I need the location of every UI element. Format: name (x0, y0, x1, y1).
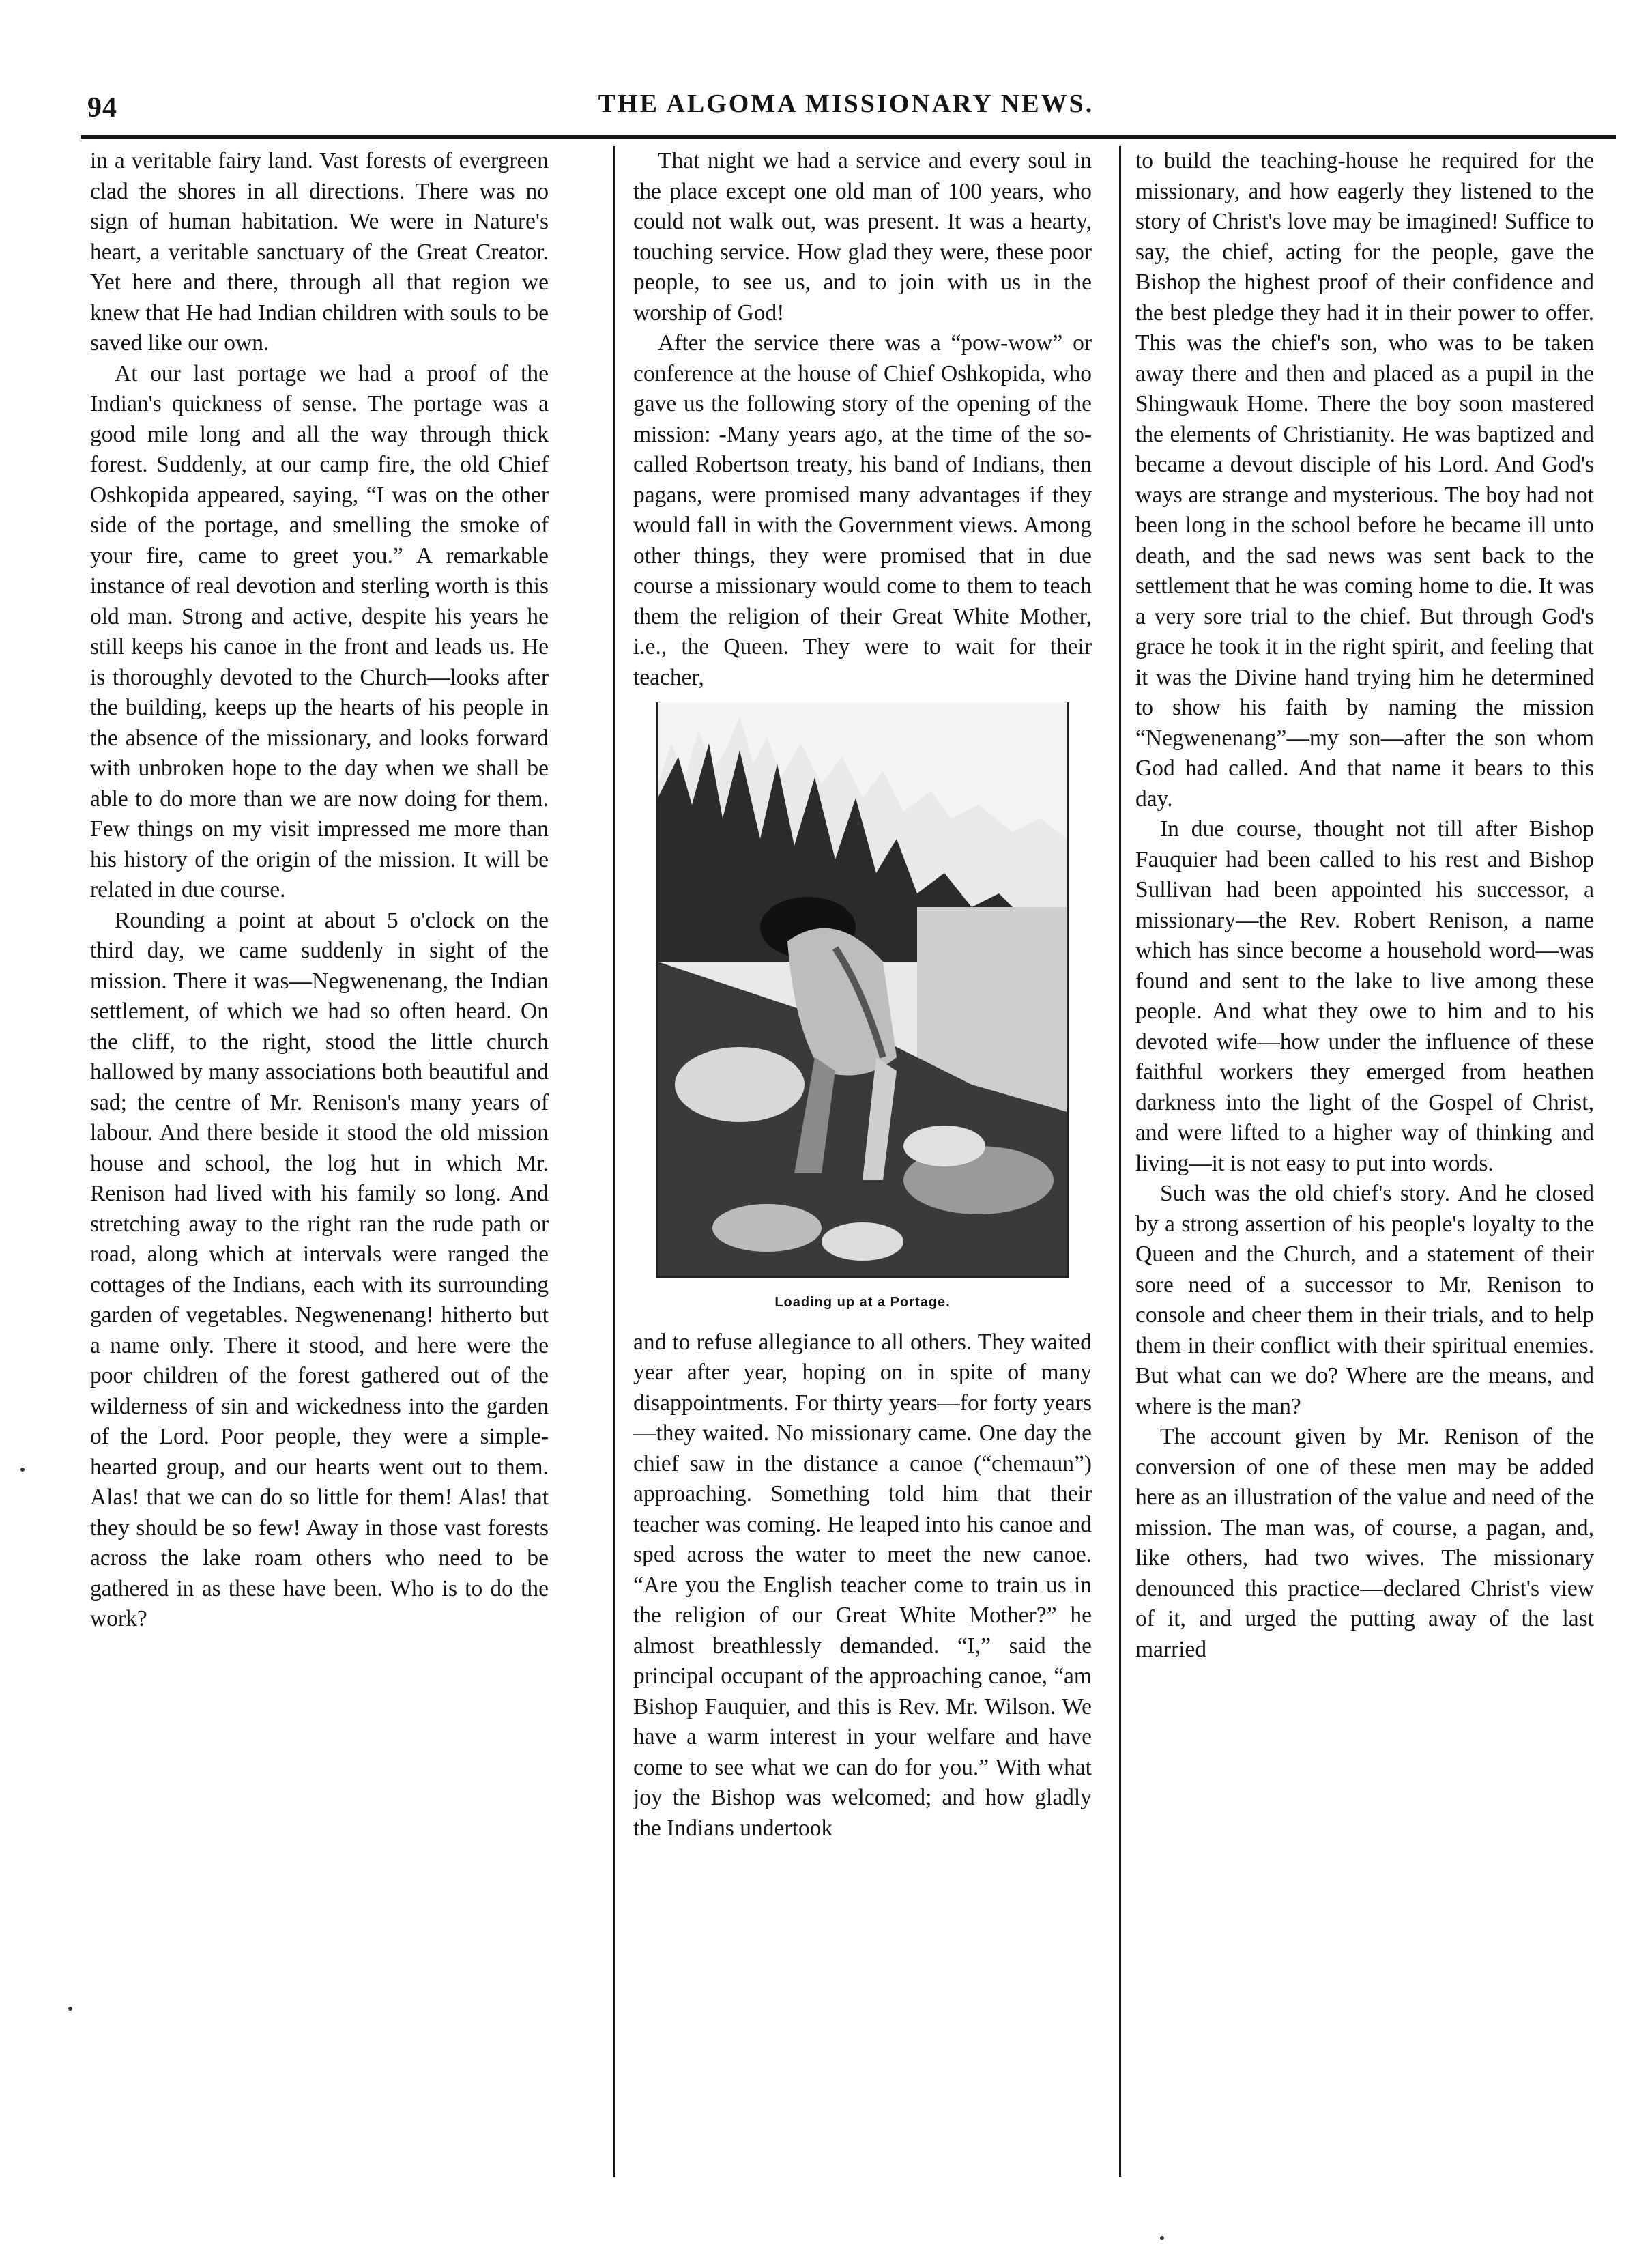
paragraph: After the service there was a “pow-wow” or conference at the house of Chief Oshkopida, who gave us the following story of the opening of the mission: -Many years ago, at the time of the so-called Robertson treaty, his band of Indians, then pagans, were promised many advantages if they would fall in with the Government views. Among other things, they were promised that in due course a missionary would come to them to teach them the religion of their Great White Mother, i.e., the Queen. They were to wait for their teacher, (633, 330, 1092, 690)
figure (633, 702, 1092, 1318)
column-1 (90, 146, 549, 2177)
paragraph: In due course, thought not till after Bishop Fauquier had been called to his rest and Bishop Sullivan had been appointed his successor, a missionary—the Rev. Robert Renison, a name which has since become a household word—was found and sent to the lake to live among these people. And what they owe to him and to his devoted wife—how under the influence of these faithful workers they emerged from heathen darkness into the light of the Gospel of Christ, and were lifted to a higher way of thinking and living—it is not easy to put into words. (1135, 816, 1594, 1176)
paragraph: Rounding a point at about 5 o'clock on the third day, we came suddenly in sight of the mission. There it was—Negwenenang, the Indian settlement, of which we had so often heard. On the cliff, to the right, stood the little church hallowed by many associations both beautiful and sad; the centre of Mr. Renison's many years of labour. And there beside it stood the old mission house and school, the log hut in which Mr. Renison had lived with his family so long. And stretching away to the right ran the rude path or road, along which at intervals were ranged the cottages of the Indians, each with its surrounding garden of vegetables. Negwenenang! hitherto but a name only. There it stood, and here were the poor children of the forest gathered out of the wilderness of sin and wickedness into the garden of the Lord. Poor people, they were a simple-hearted group, and our hearts went out to them. Alas! that we can do so little for them! Alas! that they should be so few! Away in those vast forests across the lake roam others who need to be gathered in as these have been. Who is to do the work? (90, 907, 549, 1631)
figure-caption: Loading up at a Portage. (774, 1295, 951, 1310)
running-title: THE ALGOMA MISSIONARY NEWS. (598, 89, 1095, 118)
paragraph: to build the teaching-house he required for the missionary, and how eagerly they listened to the story of Christ's love may be imagined! Suffice to say, the chief, acting for the people, gave the Bishop the highest proof of their confidence and the best pledge they had it in their power to offer. This was the chief's son, who was to be taken away there and then and placed as a pupil in the Shingwauk Home. There the boy soon mastered the elements of Christianity. He was baptized and became a devout disciple of his Lord. And God's ways are strange and mysterious. The boy had not been long in the school before he became ill unto death, and the sad news was sent back to the settlement that he was coming home to die. It was a very sore trial to the chief. But through God's grace he took it in the right spirit, and feeling that it was the Divine hand trying him he determined to show his faith by naming the mission “Negwenenang”—my son—after the son whom God had called. And that name it bears to this day. (1135, 148, 1594, 812)
print-speck (20, 1468, 25, 1472)
column-divider (1119, 146, 1121, 2177)
page-header (82, 86, 1610, 134)
paragraph: Such was the old chief's story. And he closed by a strong assertion of his people's loyalty to the Queen and the Church, and a statement of their sore need of a successor to Mr. Renison to console and cheer them in their trials, and to help them in their conflict with their spiritual enemies. But what can we do? Where are the means, and where is the man? (1135, 1181, 1594, 1419)
paragraph: in a veritable fairy land. Vast forests of evergreen clad the shores in all directions. There was no sign of human habitation. We were in Nature's heart, a veritable sanctuary of the Great Creator. Yet here and there, through all that region we knew that He had Indian children with souls to be saved like our own. (90, 148, 549, 356)
page-number: 94 (87, 92, 117, 124)
paragraph: The account given by Mr. Renison of the conversion of one of these men may be added here as an illustration of the value and need of the mission. The man was, of course, a pagan, and, like others, had two wives. The missionary denounced this practice—declared Christ's view of it, and urged the putting away of the last married (1135, 1424, 1594, 1662)
paragraph: That night we had a service and every soul in the place except one old man of 100 years, who could not walk out, was present. It was a hearty, touching service. How glad they were, these poor people, to see us, and to join with us in the worship of God! (633, 148, 1092, 326)
column-3 (1135, 146, 1594, 2177)
header-rule (81, 135, 1616, 139)
print-speck (68, 2007, 72, 2011)
paragraph: At our last portage we had a proof of the Indian's quickness of sense. The portage was a good mile long and all the way through thick forest. Suddenly, at our camp fire, the old Chief Oshkopida appeared, saying, “I was on the other side of the portage, and smelling the smoke of your fire, came to greet you.” A remarkable instance of real devotion and sterling worth is this old man. Strong and active, despite his years he still keeps his canoe in the front and leads us. He is thoroughly devoted to the Church—looks after the building, keeps up the hearts of his people in the absence of the missionary, and looks forward with unbroken hope to the day when we shall be able to do more than we are now doing for them. Few things on my visit impressed me more than his history of the origin of the mission. It will be related in due course. (90, 360, 549, 902)
column-divider (613, 146, 615, 2177)
paragraph: and to refuse allegiance to all others. They waited year after year, hoping on in spite of many disappointments. For thirty years—for forty years—they waited. No missionary came. One day the chief saw in the distance a canoe (“chemaun”) approaching. Something told him that their teacher was coming. He leaped into his canoe and sped across the water to meet the new canoe. “Are you the English teacher come to train us in the religion of our Great White Mother?” he almost breathlessly demanded. “I,” said the principal occupant of the approaching canoe, “am Bishop Fauquier, and this is Rev. Mr. Wilson. We have a warm interest in your welfare and have come to see what we can do for you.” With what joy the Bishop was welcomed; and how gladly the Indians undertook (633, 1329, 1092, 1841)
column-2 (633, 146, 1092, 2177)
print-speck (1160, 2236, 1164, 2240)
portage-photo (656, 702, 1069, 1278)
